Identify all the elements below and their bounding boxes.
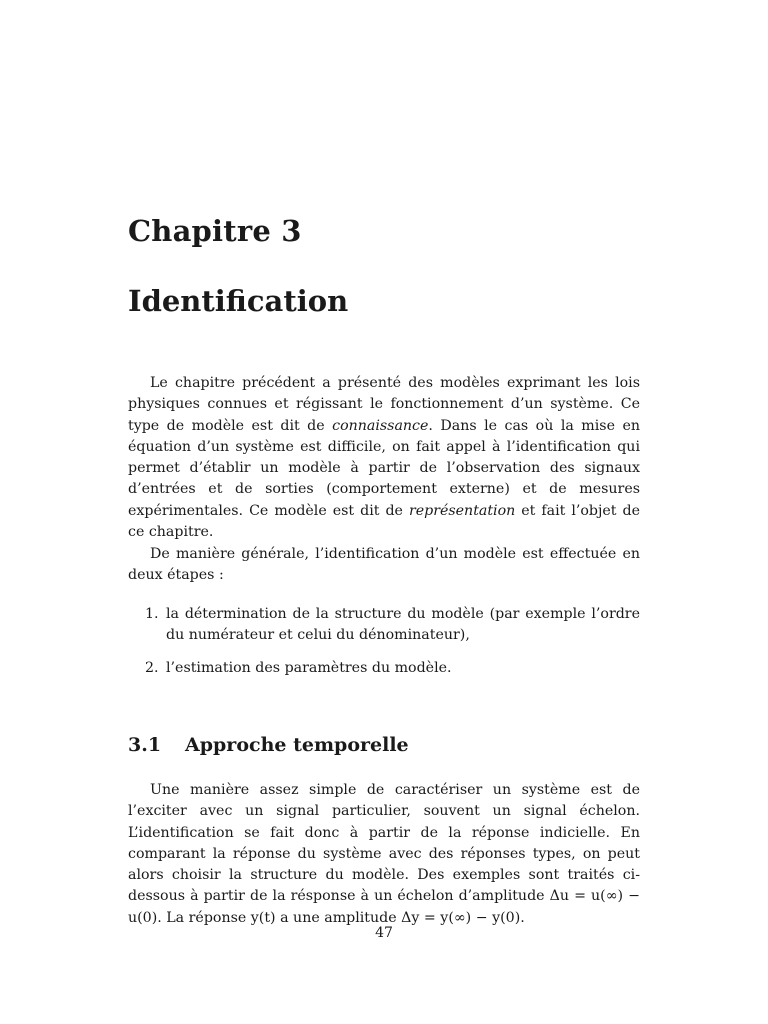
- list-item: [128, 604, 640, 647]
- document-page: [128, 0, 640, 1024]
- section-paragraph: [128, 780, 640, 929]
- intro-text-a: Le chapitre précédent a présenté des modèles exprimant les lois physiques connues et régissant le fonctionnement d’un système. Ce type de modèle est dit de: [128, 375, 640, 434]
- list-item-number: 2.: [145, 659, 159, 676]
- math-y-t: y(t): [250, 909, 276, 926]
- intro-text-b: . Dans le cas où la mise en équation d’un système est difficile, on fait appel à l’identification qui permet d’établir un modèle à partir de l’observation des signaux d’entrées et de sorties (comportement externe) et de mesures expérimentales. Ce modèle est dit de: [128, 417, 640, 519]
- chapter-title: Identification: [128, 284, 349, 318]
- intro-text-c: et fait l’objet de ce chapitre.: [128, 502, 640, 541]
- list-item-text: l’estimation des paramètres du modèle.: [166, 659, 452, 676]
- section-text-c: a une amplitude: [275, 909, 402, 926]
- chapter-label: Chapitre 3: [128, 214, 302, 248]
- section-text-b: . La réponse: [157, 909, 251, 926]
- emphasis-connaissance: connaissance: [332, 417, 429, 434]
- steps-list: [128, 604, 640, 690]
- section-heading: [128, 734, 409, 756]
- list-item-number: 1.: [145, 606, 159, 622]
- intro-paragraph-1: [128, 373, 640, 543]
- emphasis-representation: représentation: [408, 502, 516, 519]
- page-number: 47: [375, 925, 393, 941]
- section-text-a: Une manière assez simple de caractériser un système est de l’exciter avec un signal particulier, souvent un signal échelon. L’identification se fait donc à partir de la réponse indicielle. En comparant la réponse du système avec des réponses types, on peut alors choisir la structure du modèle. Des exemples sont traités ci-dessous à partir de la résponse à un échelon d’amplitude: [128, 782, 640, 905]
- section-number: 3.1: [128, 734, 162, 756]
- math-delta-y: Δy = y(∞) − y(0): [401, 909, 521, 926]
- list-item-text: la détermination de la structure du modèle (par exemple l’ordre du numérateur et celui du dénominateur),: [166, 606, 640, 644]
- intro-paragraph-2: De manière générale, l’identification d’un modèle est effectuée en deux étapes :: [128, 546, 640, 584]
- list-item: [128, 658, 640, 679]
- section-text-d: .: [520, 909, 525, 926]
- math-delta-u: Δu = u(∞) − u(0): [128, 888, 641, 926]
- section-title: Approche temporelle: [185, 734, 409, 756]
